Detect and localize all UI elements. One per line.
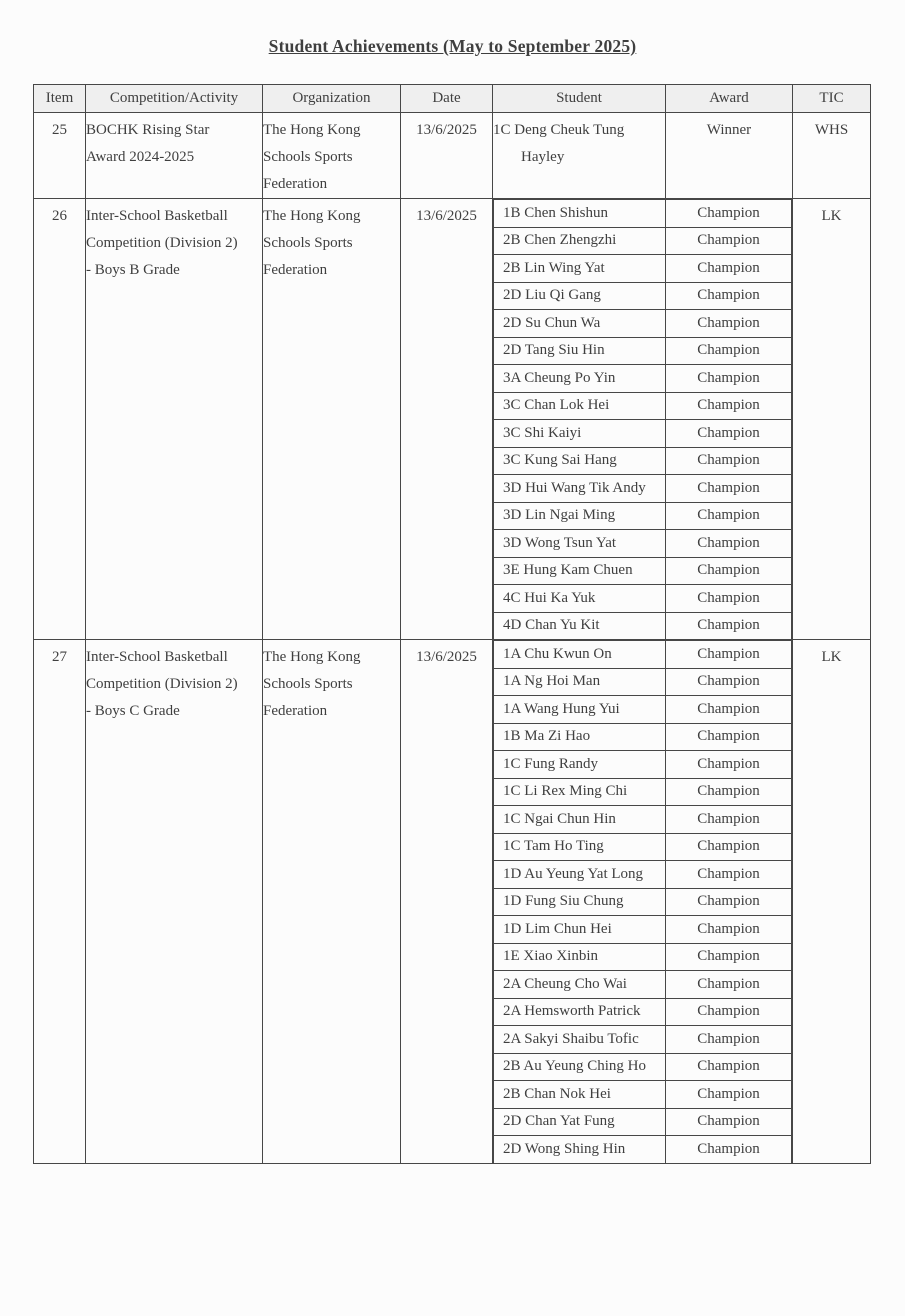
student-name: 1B Ma Zi Hao: [494, 723, 666, 751]
competition-line: Competition (Division 2): [86, 235, 238, 251]
student-row: [494, 751, 792, 779]
competition-line: Inter-School Basketball: [86, 208, 228, 224]
organization-cell: [263, 640, 401, 1164]
date-cell: 13/6/2025: [401, 113, 493, 199]
competition-cell: [86, 113, 263, 199]
award-value: Champion: [666, 1053, 792, 1081]
student-sub-table: [493, 640, 792, 1163]
organization-line: Schools Sports: [263, 149, 353, 165]
competition-line: BOCHK Rising Star: [86, 122, 210, 138]
student-row: [494, 475, 792, 503]
award-value: Champion: [666, 557, 792, 585]
award-value: Champion: [666, 502, 792, 530]
tic-cell: LK: [793, 199, 871, 640]
award-value: Champion: [666, 612, 792, 639]
award-value: Champion: [666, 392, 792, 420]
student-name: 2A Cheung Cho Wai: [494, 971, 666, 999]
student-name: 2D Tang Siu Hin: [494, 337, 666, 365]
student-name: 2D Wong Shing Hin: [494, 1136, 666, 1163]
award-value: Champion: [666, 475, 792, 503]
award-value: Champion: [666, 668, 792, 696]
organization-line: Federation: [263, 262, 328, 278]
award-cell: Winner: [666, 113, 793, 199]
column-header-item: Item: [34, 85, 86, 113]
table-body: [34, 113, 871, 1164]
tic-cell: WHS: [793, 113, 871, 199]
student-row: [494, 806, 792, 834]
award-value: Champion: [666, 916, 792, 944]
award-value: Champion: [666, 861, 792, 889]
student-row: [494, 916, 792, 944]
student-name: 1C Ngai Chun Hin: [494, 806, 666, 834]
student-cell: [493, 113, 666, 199]
award-value: Champion: [666, 420, 792, 448]
column-header-student: Student: [493, 85, 666, 113]
competition-line: - Boys C Grade: [86, 703, 180, 719]
student-row: [494, 696, 792, 724]
organization-line: Schools Sports: [263, 676, 353, 692]
award-value: Champion: [666, 282, 792, 310]
student-name: 1D Au Yeung Yat Long: [494, 861, 666, 889]
award-value: Champion: [666, 200, 792, 228]
item-cell: 26: [34, 199, 86, 640]
organization-line: The Hong Kong: [263, 122, 361, 138]
table-row: [34, 640, 871, 1164]
award-value: Champion: [666, 585, 792, 613]
student-row: [494, 365, 792, 393]
competition-line: Competition (Division 2): [86, 676, 238, 692]
item-cell: 27: [34, 640, 86, 1164]
student-name: Hayley: [521, 149, 565, 165]
award-value: Champion: [666, 1026, 792, 1054]
competition-cell: [86, 199, 263, 640]
competition-cell: [86, 640, 263, 1164]
table-row: [34, 199, 871, 640]
student-row: [494, 585, 792, 613]
student-row: [494, 943, 792, 971]
award-value: Champion: [666, 971, 792, 999]
award-value: Champion: [666, 530, 792, 558]
student-name: 2D Liu Qi Gang: [494, 282, 666, 310]
student-name: 1C Deng Cheuk Tung: [493, 122, 625, 138]
student-row: [494, 530, 792, 558]
student-row: [494, 833, 792, 861]
organization-line: Schools Sports: [263, 235, 353, 251]
award-value: Champion: [666, 806, 792, 834]
competition-line: Inter-School Basketball: [86, 649, 228, 665]
table-header-row: [34, 85, 871, 113]
organization-cell: [263, 113, 401, 199]
organization-line: The Hong Kong: [263, 208, 361, 224]
student-row: [494, 337, 792, 365]
student-name: 3A Cheung Po Yin: [494, 365, 666, 393]
student-row: [494, 1136, 792, 1163]
student-name: 3C Chan Lok Hei: [494, 392, 666, 420]
student-row: [494, 1081, 792, 1109]
student-name: 1A Chu Kwun On: [494, 641, 666, 669]
column-header-organization: Organization: [263, 85, 401, 113]
student-row: [494, 778, 792, 806]
student-name: 2B Au Yeung Ching Ho: [494, 1053, 666, 1081]
organization-line: The Hong Kong: [263, 649, 361, 665]
award-value: Champion: [666, 337, 792, 365]
student-name: 1D Fung Siu Chung: [494, 888, 666, 916]
student-sub-table: [493, 199, 792, 639]
student-row: [494, 888, 792, 916]
student-row: [494, 557, 792, 585]
student-name: 3E Hung Kam Chuen: [494, 557, 666, 585]
tic-cell: LK: [793, 640, 871, 1164]
student-row: [494, 971, 792, 999]
student-name: 2B Chan Nok Hei: [494, 1081, 666, 1109]
student-name: 2B Lin Wing Yat: [494, 255, 666, 283]
award-value: Champion: [666, 641, 792, 669]
student-row: [494, 998, 792, 1026]
student-name: 3C Kung Sai Hang: [494, 447, 666, 475]
table-row: [34, 113, 871, 199]
student-row: [494, 392, 792, 420]
student-award-group: [493, 640, 793, 1164]
achievements-table: [33, 84, 871, 1164]
date-cell: 13/6/2025: [401, 199, 493, 640]
award-value: Champion: [666, 227, 792, 255]
competition-line: - Boys B Grade: [86, 262, 180, 278]
column-header-award: Award: [666, 85, 793, 113]
award-value: Champion: [666, 1136, 792, 1163]
student-name: 1C Tam Ho Ting: [494, 833, 666, 861]
student-name: 2A Sakyi Shaibu Tofic: [494, 1026, 666, 1054]
organization-line: Federation: [263, 176, 328, 192]
student-row: [494, 861, 792, 889]
student-row: [494, 420, 792, 448]
student-row: [494, 255, 792, 283]
student-name: 3C Shi Kaiyi: [494, 420, 666, 448]
student-row: [494, 1053, 792, 1081]
student-row: [494, 1026, 792, 1054]
student-row: [494, 447, 792, 475]
student-row: [494, 310, 792, 338]
student-row: [494, 227, 792, 255]
award-value: Champion: [666, 723, 792, 751]
student-row: [494, 502, 792, 530]
page-title-text: Student Achievements (May to September 2025): [268, 36, 637, 56]
student-award-group: [493, 199, 793, 640]
student-name: 1C Li Rex Ming Chi: [494, 778, 666, 806]
student-row: [494, 641, 792, 669]
column-header-tic: TIC: [793, 85, 871, 113]
student-name: 1C Fung Randy: [494, 751, 666, 779]
student-name: 2A Hemsworth Patrick: [494, 998, 666, 1026]
student-name: 2D Su Chun Wa: [494, 310, 666, 338]
student-name: 4C Hui Ka Yuk: [494, 585, 666, 613]
student-row: [494, 200, 792, 228]
award-value: Champion: [666, 778, 792, 806]
award-value: Champion: [666, 365, 792, 393]
column-header-competition: Competition/Activity: [86, 85, 263, 113]
student-name: 4D Chan Yu Kit: [494, 612, 666, 639]
award-value: Champion: [666, 1108, 792, 1136]
award-value: Champion: [666, 447, 792, 475]
student-name: 1A Wang Hung Yui: [494, 696, 666, 724]
page-title: [0, 36, 905, 57]
award-value: Champion: [666, 998, 792, 1026]
organization-cell: [263, 199, 401, 640]
student-row: [494, 612, 792, 639]
student-name: 1E Xiao Xinbin: [494, 943, 666, 971]
award-value: Champion: [666, 696, 792, 724]
student-row: [494, 668, 792, 696]
student-name: 1B Chen Shishun: [494, 200, 666, 228]
student-name: 1A Ng Hoi Man: [494, 668, 666, 696]
organization-line: Federation: [263, 703, 328, 719]
student-name: 1D Lim Chun Hei: [494, 916, 666, 944]
student-row: [494, 723, 792, 751]
achievements-table-container: [33, 84, 905, 1164]
student-name: 3D Wong Tsun Yat: [494, 530, 666, 558]
award-value: Champion: [666, 1081, 792, 1109]
competition-line: Award 2024-2025: [86, 149, 195, 165]
award-value: Champion: [666, 833, 792, 861]
item-cell: 25: [34, 113, 86, 199]
student-name: 2D Chan Yat Fung: [494, 1108, 666, 1136]
student-name: 3D Lin Ngai Ming: [494, 502, 666, 530]
student-name: 3D Hui Wang Tik Andy: [494, 475, 666, 503]
award-value: Champion: [666, 255, 792, 283]
award-value: Champion: [666, 943, 792, 971]
date-cell: 13/6/2025: [401, 640, 493, 1164]
column-header-date: Date: [401, 85, 493, 113]
award-value: Champion: [666, 751, 792, 779]
student-row: [494, 282, 792, 310]
student-name: 2B Chen Zhengzhi: [494, 227, 666, 255]
award-value: Champion: [666, 310, 792, 338]
award-value: Champion: [666, 888, 792, 916]
student-row: [494, 1108, 792, 1136]
